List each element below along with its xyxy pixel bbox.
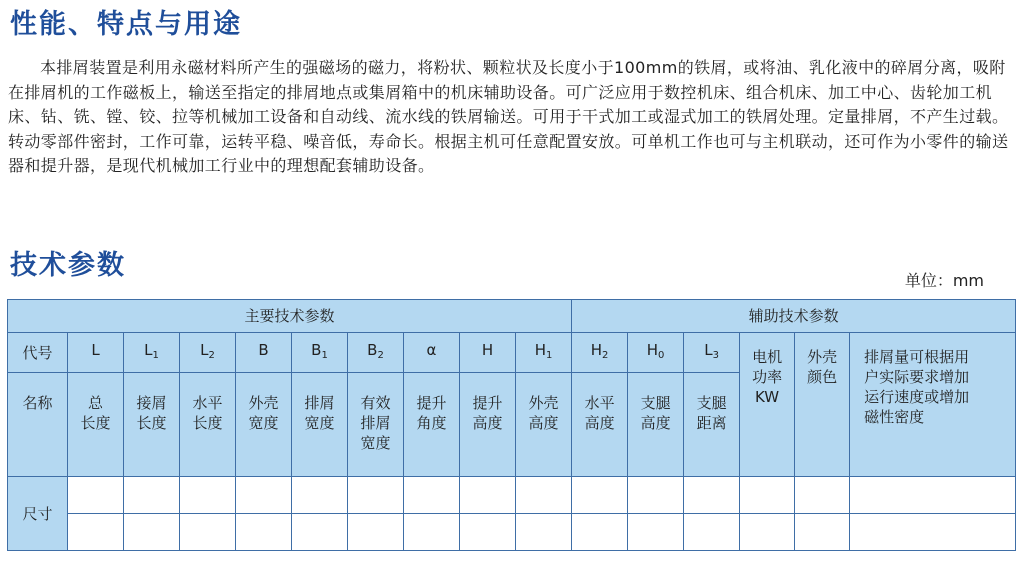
code-cell: B <box>236 333 292 373</box>
size-value-cell[interactable] <box>292 477 348 514</box>
capacity-note-cell: 排屑量可根据用 户实际要求增加 运行速度或增加 磁性密度 <box>850 333 1016 477</box>
size-value-cell[interactable] <box>684 514 740 551</box>
size-value-cell[interactable] <box>628 477 684 514</box>
code-cell: $H_0$ <box>628 333 684 373</box>
shell-color-cell: 外壳 颜色 <box>795 333 850 477</box>
size-value-cell[interactable] <box>236 477 292 514</box>
size-value-cell[interactable] <box>292 514 348 551</box>
aux-params-header: 辅助技术参数 <box>572 300 1016 333</box>
code-cell: $B_2$ <box>348 333 404 373</box>
code-cell: $H_1$ <box>516 333 572 373</box>
size-value-cell[interactable] <box>572 514 628 551</box>
size-value-cell[interactable] <box>795 477 850 514</box>
size-value-cell[interactable] <box>180 514 236 551</box>
size-value-cell[interactable] <box>795 514 850 551</box>
code-cell: $L_3$ <box>684 333 740 373</box>
size-value-cell[interactable] <box>516 477 572 514</box>
code-cell: L <box>68 333 124 373</box>
size-value-cell[interactable] <box>684 477 740 514</box>
size-value-cell[interactable] <box>740 514 795 551</box>
section-title-specs: 技术参数 <box>10 250 126 281</box>
name-cell: 排屑 宽度 <box>292 373 348 477</box>
size-value-cell[interactable] <box>572 477 628 514</box>
name-cell: 有效 排屑 宽度 <box>348 373 404 477</box>
name-cell: 外壳 宽度 <box>236 373 292 477</box>
size-value-cell[interactable] <box>460 477 516 514</box>
name-cell: 支腿 距离 <box>684 373 740 477</box>
code-cell: $H_2$ <box>572 333 628 373</box>
code-cell: $L_2$ <box>180 333 236 373</box>
code-cell: H <box>460 333 516 373</box>
size-value-cell[interactable] <box>124 514 180 551</box>
size-value-cell[interactable] <box>740 477 795 514</box>
size-label: 尺寸 <box>8 477 68 551</box>
size-value-cell[interactable] <box>404 477 460 514</box>
size-value-cell[interactable] <box>236 514 292 551</box>
name-cell: 总 长度 <box>68 373 124 477</box>
size-value-cell[interactable] <box>628 514 684 551</box>
intro-paragraph: 本排屑装置是利用永磁材料所产生的强磁场的磁力，将粉状、颗粒状及长度小于100mm的铁屑，或将油、乳化液中的碎屑分离，吸附在排屑机的工作磁板上，输送至指定的排屑地点或集屑箱中的机床辅助设备。可广泛应用于数控机床、组合机床、加工中心、齿轮加工机床、钻、铣、镗、铰、拉等机械加工设备和自动线、流水线的铁屑输送。可用于干式加工或湿式加工的铁屑处理。定量排屑，不产生过载。转动零部件密封，工作可靠，运转平稳、噪音低，寿命长。根据主机可任意配置安放。可单机工作也可与主机联动，还可作为小零件的输送器和提升器，是现代机械加工行业中的理想配套辅助设备。 <box>8 58 1009 175</box>
name-cell: 接屑 长度 <box>124 373 180 477</box>
size-value-cell[interactable] <box>516 514 572 551</box>
size-value-cell[interactable] <box>124 477 180 514</box>
name-cell: 外壳 高度 <box>516 373 572 477</box>
motor-power-cell: 电机 功率 KW <box>740 333 795 477</box>
name-label: 名称 <box>8 373 68 477</box>
code-cell: $B_1$ <box>292 333 348 373</box>
name-cell: 提升 高度 <box>460 373 516 477</box>
name-cell: 水平 长度 <box>180 373 236 477</box>
spec-table <box>7 299 1016 551</box>
code-cell: $L_1$ <box>124 333 180 373</box>
size-value-cell[interactable] <box>460 514 516 551</box>
size-value-cell[interactable] <box>348 514 404 551</box>
size-value-cell[interactable] <box>180 477 236 514</box>
size-value-cell[interactable] <box>68 477 124 514</box>
name-cell: 水平 高度 <box>572 373 628 477</box>
unit-label: 单位：mm <box>904 271 984 290</box>
size-value-cell[interactable] <box>850 514 1016 551</box>
size-value-cell[interactable] <box>850 477 1016 514</box>
name-cell: 支腿 高度 <box>628 373 684 477</box>
size-value-cell[interactable] <box>68 514 124 551</box>
size-value-cell[interactable] <box>348 477 404 514</box>
main-params-header: 主要技术参数 <box>8 300 572 333</box>
section-title-performance: 性能、特点与用途 <box>10 9 242 40</box>
code-label: 代号 <box>8 333 68 373</box>
size-value-cell[interactable] <box>404 514 460 551</box>
code-cell: α <box>404 333 460 373</box>
name-cell: 提升 角度 <box>404 373 460 477</box>
